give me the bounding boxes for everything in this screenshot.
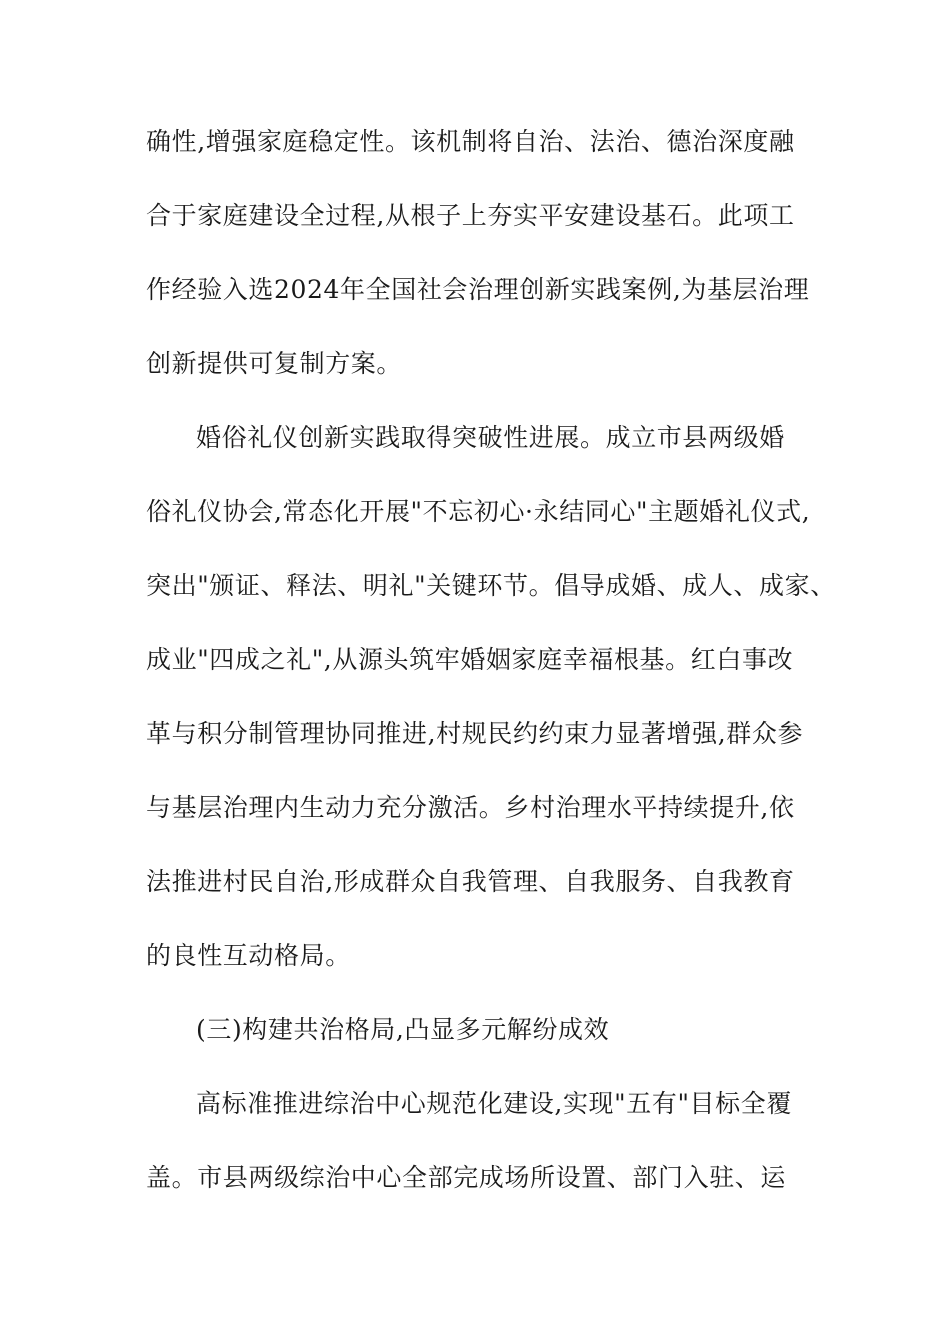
text-line: 盖。市县两级综治中心全部完成场所设置、部门入驻、运 xyxy=(146,1163,787,1192)
text-line: 确性,增强家庭稳定性。该机制将自治、法治、德治深度融 xyxy=(146,127,795,156)
text-line: 创新提供可复制方案。 xyxy=(146,349,403,378)
text-line: 的良性互动格局。 xyxy=(146,941,351,970)
text-line: 法推进村民自治,形成群众自我管理、自我服务、自我教育 xyxy=(146,867,795,896)
section-heading: (三)构建共治格局,凸显多元解纷成效 xyxy=(196,1015,610,1044)
paragraph-first-line: 婚俗礼仪创新实践取得突破性进展。成立市县两级婚 xyxy=(196,423,785,452)
text-line: 作经验入选2024年全国社会治理创新实践案例,为基层治理 xyxy=(146,275,810,304)
paragraph-first-line: 高标准推进综治中心规范化建设,实现"五有"目标全覆 xyxy=(196,1089,792,1118)
text-line: 俗礼仪协会,常态化开展"不忘初心·永结同心"主题婚礼仪式, xyxy=(146,497,811,526)
text-line: 合于家庭建设全过程,从根子上夯实平安建设基石。此项工 xyxy=(146,201,795,230)
text-line: 突出"颁证、释法、明礼"关键环节。倡导成婚、成人、成家、 xyxy=(146,571,836,600)
text-line: 与基层治理内生动力充分激活。乡村治理水平持续提升,依 xyxy=(146,793,795,822)
text-line: 革与积分制管理协同推进,村规民约约束力显著增强,群众参 xyxy=(146,719,804,748)
text-line: 成业"四成之礼",从源头筑牢婚姻家庭幸福根基。红白事改 xyxy=(146,645,794,674)
